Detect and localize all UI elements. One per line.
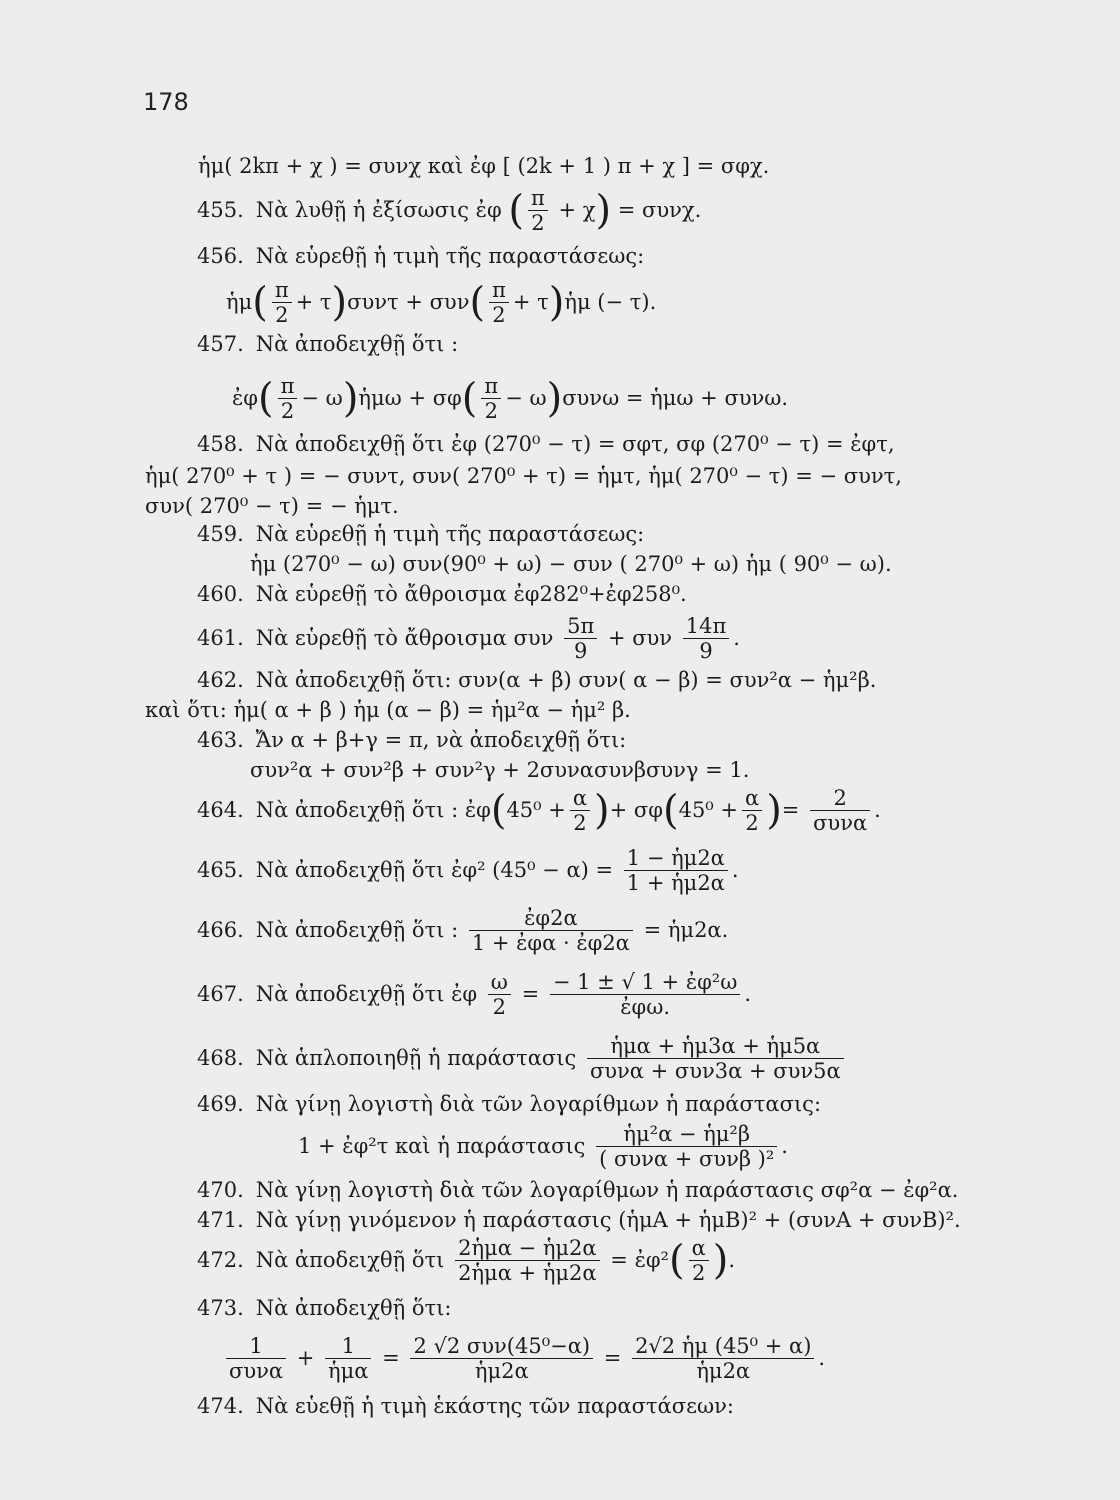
expr: + τ — [512, 290, 549, 315]
expr: = — [781, 798, 800, 823]
problem-number: 472. — [197, 1248, 244, 1273]
expr: = — [521, 982, 540, 1007]
problem-number: 467. — [197, 982, 244, 1007]
fraction — [596, 1122, 777, 1171]
problem-464 — [197, 786, 881, 835]
expr: − ω — [505, 386, 547, 411]
problem-465 — [197, 846, 739, 895]
problem-text: Ἄν α + β+γ = π, νὰ ἀποδειχθῇ ὅτι: — [255, 728, 627, 752]
problem-number: 462. — [197, 668, 244, 692]
problem-text: Νὰ ἀποδειχθῇ ὅτι : — [255, 918, 459, 943]
paren: ( — [252, 279, 268, 326]
fraction — [624, 846, 728, 895]
problem-number: 471. — [197, 1208, 244, 1232]
numerator: 14π — [683, 614, 730, 639]
numerator: ἡμ²α − ἡμ²β — [596, 1122, 777, 1147]
fraction — [272, 278, 292, 327]
numerator: α — [570, 786, 590, 811]
problem-text: Νὰ ἀποδειχθῇ ὅτι ἐφ (270⁰ − τ) = σφτ, σφ (270⁰ − τ) = ἐφτ, — [255, 432, 895, 456]
problem-455 — [197, 186, 701, 235]
problem-472 — [197, 1236, 735, 1285]
paren: ) — [546, 375, 563, 422]
denominator: 2 — [531, 211, 545, 236]
problem-text: Νὰ ἀποδειχθῇ ὅτι : — [255, 332, 459, 356]
fraction — [469, 906, 633, 955]
problem-number: 470. — [197, 1178, 244, 1202]
paren: ) — [548, 279, 565, 326]
fraction — [632, 1334, 814, 1383]
expr: . — [744, 982, 752, 1007]
problem-text: Νὰ λυθῇ ἡ ἐξίσωσις ἐφ — [255, 198, 502, 223]
expr: . — [733, 626, 740, 651]
denominator: 2 — [280, 399, 295, 424]
problem-463 — [197, 730, 626, 751]
paren: ) — [712, 1237, 729, 1284]
expr: ἐφ — [232, 386, 258, 411]
problem-468 — [197, 1034, 848, 1083]
denominator: 2ἡμα + ἡμ2α — [458, 1261, 597, 1286]
fraction — [528, 186, 548, 235]
numerator: 1 — [325, 1334, 371, 1359]
denominator: συνα — [813, 811, 868, 836]
fraction — [810, 786, 870, 835]
problem-text: Νὰ ἀποδειχθῇ ὅτι — [255, 1248, 445, 1273]
paren: ) — [594, 787, 610, 834]
problem-number: 458. — [197, 432, 244, 456]
numerator: ἐφ2α — [469, 906, 633, 931]
problem-text: Νὰ γίνῃ γινόμενον ἡ παράστασις (ἡμΑ + ἡμΒ)² + (συνΑ + συνΒ)². — [255, 1208, 961, 1232]
denominator: ἐφω. — [620, 995, 670, 1020]
expr: . — [781, 1134, 788, 1159]
numerator: ἡμα + ἡμ3α + ἡμ5α — [587, 1034, 844, 1059]
paren: ( — [257, 375, 274, 422]
expr: = ἡμ2α. — [643, 918, 729, 943]
paren: ( — [668, 1237, 685, 1284]
numerator: 1 − ἡμ2α — [624, 846, 728, 871]
expr: + σφ — [609, 798, 663, 823]
problem-number: 461. — [197, 626, 244, 651]
denominator: 1 + ἐφα · ἐφ2α — [471, 931, 630, 956]
problem-number: 463. — [197, 728, 244, 752]
line-462b: καὶ ὅτι: ἡμ( α + β ) ἡμ (α − β) = ἡμ²α − ἡμ² β. — [145, 698, 631, 722]
problem-number: 456. — [197, 244, 244, 268]
fraction — [689, 1236, 709, 1285]
fraction — [489, 278, 509, 327]
denominator: 2 — [745, 811, 759, 836]
problem-470 — [197, 1180, 958, 1201]
problem-469 — [197, 1094, 821, 1115]
paren: ( — [461, 375, 478, 422]
problem-466 — [197, 906, 728, 955]
denominator: 1 + ἡμ2α — [626, 871, 725, 896]
problem-text: Νὰ ἀποδειχθῇ ὅτι ἐφ — [255, 982, 478, 1007]
expr: ἡμ — [226, 290, 253, 315]
expr: . — [728, 1248, 736, 1273]
fraction — [226, 1334, 286, 1383]
paren: ( — [469, 279, 486, 326]
equation-459: ἡμ (270⁰ − ω) συν(90⁰ + ω) − συν ( 270⁰ + ω) ἡμ ( 90⁰ − ω). — [250, 552, 892, 576]
denominator: συνα + συν3α + συν5α — [589, 1059, 841, 1084]
problem-text: Νὰ εὑεθῇ ἡ τιμὴ ἑκάστης τῶν παραστάσεων: — [255, 1394, 734, 1418]
denominator: 2 — [573, 811, 587, 836]
problem-467 — [197, 970, 751, 1019]
numerator: − 1 ± √ 1 + ἐφ²ω — [550, 970, 740, 995]
numerator: 1 — [226, 1334, 286, 1359]
problem-456 — [197, 246, 644, 267]
equation-456 — [226, 278, 656, 327]
problem-text: Νὰ εὑρεθῇ ἡ τιμὴ τῆς παραστάσεως: — [255, 522, 645, 546]
fraction — [278, 374, 298, 423]
fraction — [570, 786, 590, 835]
expr: 1 + ἐφ²τ καὶ ἡ παράστασις — [298, 1134, 586, 1159]
problem-457 — [197, 334, 458, 355]
fraction — [587, 1034, 844, 1083]
fraction — [564, 614, 597, 663]
numerator: 2ἡμα − ἡμ2α — [455, 1236, 600, 1261]
expr: 45⁰ + — [506, 798, 566, 823]
problem-text: Νὰ ἀποδειχθῇ ὅτι: συν(α + β) συν( α − β) = συν²α − ἡμ²β. — [255, 668, 877, 692]
fraction — [325, 1334, 371, 1383]
expr: − ω — [301, 386, 343, 411]
fraction — [742, 786, 762, 835]
expr: . — [731, 858, 739, 883]
problem-number: 459. — [197, 522, 244, 546]
fraction — [455, 1236, 600, 1285]
problem-458 — [197, 434, 895, 455]
expr: + τ — [295, 290, 332, 315]
problem-471 — [197, 1210, 961, 1231]
expr: 45⁰ + — [678, 798, 738, 823]
problem-number: 466. — [197, 918, 244, 943]
denominator: 2 — [275, 303, 289, 328]
expr: + — [296, 1346, 315, 1371]
fraction — [488, 970, 511, 1019]
problem-number: 469. — [197, 1092, 244, 1116]
expr: = — [382, 1346, 400, 1371]
problem-text: Νὰ ἀποδειχθῇ ὅτι: — [255, 1296, 452, 1320]
problem-text: Νὰ εὑρεθῇ ἡ τιμὴ τῆς παραστάσεως: — [255, 244, 645, 268]
problem-459 — [197, 524, 644, 545]
denominator: 9 — [573, 639, 588, 664]
numerator: π — [481, 374, 501, 399]
paren: ) — [595, 187, 612, 234]
numerator: ω — [488, 970, 511, 995]
problem-text: Νὰ ἀποδειχθῇ ὅτι ἐφ² (45⁰ − α) = — [255, 858, 614, 883]
equation-469 — [298, 1122, 788, 1171]
problem-number: 464. — [197, 798, 244, 823]
numerator: π — [278, 374, 298, 399]
problem-number: 474. — [197, 1394, 244, 1418]
numerator: 2 √2 συν(45⁰−α) — [410, 1334, 593, 1359]
expr: + χ — [558, 198, 596, 223]
fraction — [481, 374, 501, 423]
fraction — [683, 614, 730, 663]
problem-number: 460. — [197, 582, 244, 606]
expr: = ἐφ² — [610, 1248, 669, 1273]
problem-number: 455. — [197, 198, 244, 223]
problem-473 — [197, 1298, 452, 1319]
problem-text: Νὰ γίνῃ λογιστὴ διὰ τῶν λογαρίθμων ἡ παράστασις σφ²α − ἐφ²α. — [255, 1178, 959, 1202]
equation-463: συν²α + συν²β + συν²γ + 2συνασυνβσυνγ = 1. — [250, 758, 750, 782]
denominator: ( συνα + συνβ )² — [599, 1147, 775, 1172]
numerator: π — [489, 278, 509, 303]
numerator: 2√2 ἡμ (45⁰ + α) — [632, 1334, 814, 1359]
expr: συνω = ἡμω + συνω. — [562, 386, 789, 411]
numerator: α — [742, 786, 762, 811]
line-458b: ἡμ( 270⁰ + τ ) = − συντ, συν( 270⁰ + τ) = ἡμτ, ἡμ( 270⁰ − τ) = − συντ, — [145, 464, 902, 488]
equation-473 — [222, 1334, 825, 1383]
denominator: 9 — [699, 639, 713, 664]
problem-474 — [197, 1396, 734, 1417]
numerator: 2 — [810, 786, 870, 811]
paren: ) — [766, 787, 782, 834]
numerator: 5π — [564, 614, 597, 639]
paren: ( — [508, 187, 524, 234]
numerator: π — [528, 186, 548, 211]
paren: ( — [490, 787, 507, 834]
expr: + συν — [607, 626, 673, 651]
expr: συντ + συν — [347, 290, 470, 315]
problem-number: 473. — [197, 1296, 244, 1320]
equation-457 — [232, 374, 788, 423]
problem-number: 457. — [197, 332, 244, 356]
problem-text: Νὰ ἁπλοποιηθῇ ἡ παράστασις — [255, 1046, 577, 1071]
line-continuation: ἡμ( 2kπ + χ ) = συνχ καὶ ἐφ [ (2k + 1 ) π + χ ] = σφχ. — [198, 154, 770, 178]
denominator: ἡμ2α — [696, 1359, 751, 1384]
numerator: π — [272, 278, 292, 303]
expr: . — [818, 1346, 826, 1371]
line-458c: συν( 270⁰ − τ) = − ἡμτ. — [145, 494, 399, 518]
problem-text: Νὰ γίνῃ λογιστὴ διὰ τῶν λογαρίθμων ἡ παράστασις: — [255, 1092, 822, 1116]
denominator: 2 — [691, 1261, 706, 1286]
fraction — [410, 1334, 593, 1383]
paren: ( — [662, 787, 679, 834]
denominator: 2 — [484, 399, 498, 424]
problem-460 — [197, 584, 687, 605]
problem-461 — [197, 614, 740, 663]
denominator: 2 — [492, 303, 506, 328]
problem-number: 468. — [197, 1046, 244, 1071]
denominator: 2 — [492, 995, 507, 1020]
paren: ) — [331, 279, 348, 326]
problem-462 — [197, 670, 876, 691]
fraction — [550, 970, 740, 1019]
expr: ἡμ (− τ). — [564, 290, 657, 315]
problem-number: 465. — [197, 858, 244, 883]
numerator: α — [689, 1236, 709, 1261]
problem-text: Νὰ εὑρεθῇ τὸ ἄθροισμα συν — [255, 626, 554, 651]
expr: = — [603, 1346, 622, 1371]
paren: ) — [342, 375, 359, 422]
expr: = συνχ. — [617, 198, 702, 223]
problem-text: Νὰ ἀποδειχθῇ ὅτι : ἐφ — [255, 798, 491, 823]
denominator: ἡμ2α — [474, 1359, 529, 1384]
expr: ἡμω + σφ — [358, 386, 462, 411]
expr: . — [874, 798, 881, 823]
denominator: ἡμα — [328, 1359, 369, 1384]
problem-text: Νὰ εὑρεθῇ τὸ ἄθροισμα ἐφ282⁰+ἐφ258⁰. — [255, 582, 687, 606]
page-number: 178 — [143, 88, 189, 116]
denominator: συνα — [229, 1359, 284, 1384]
